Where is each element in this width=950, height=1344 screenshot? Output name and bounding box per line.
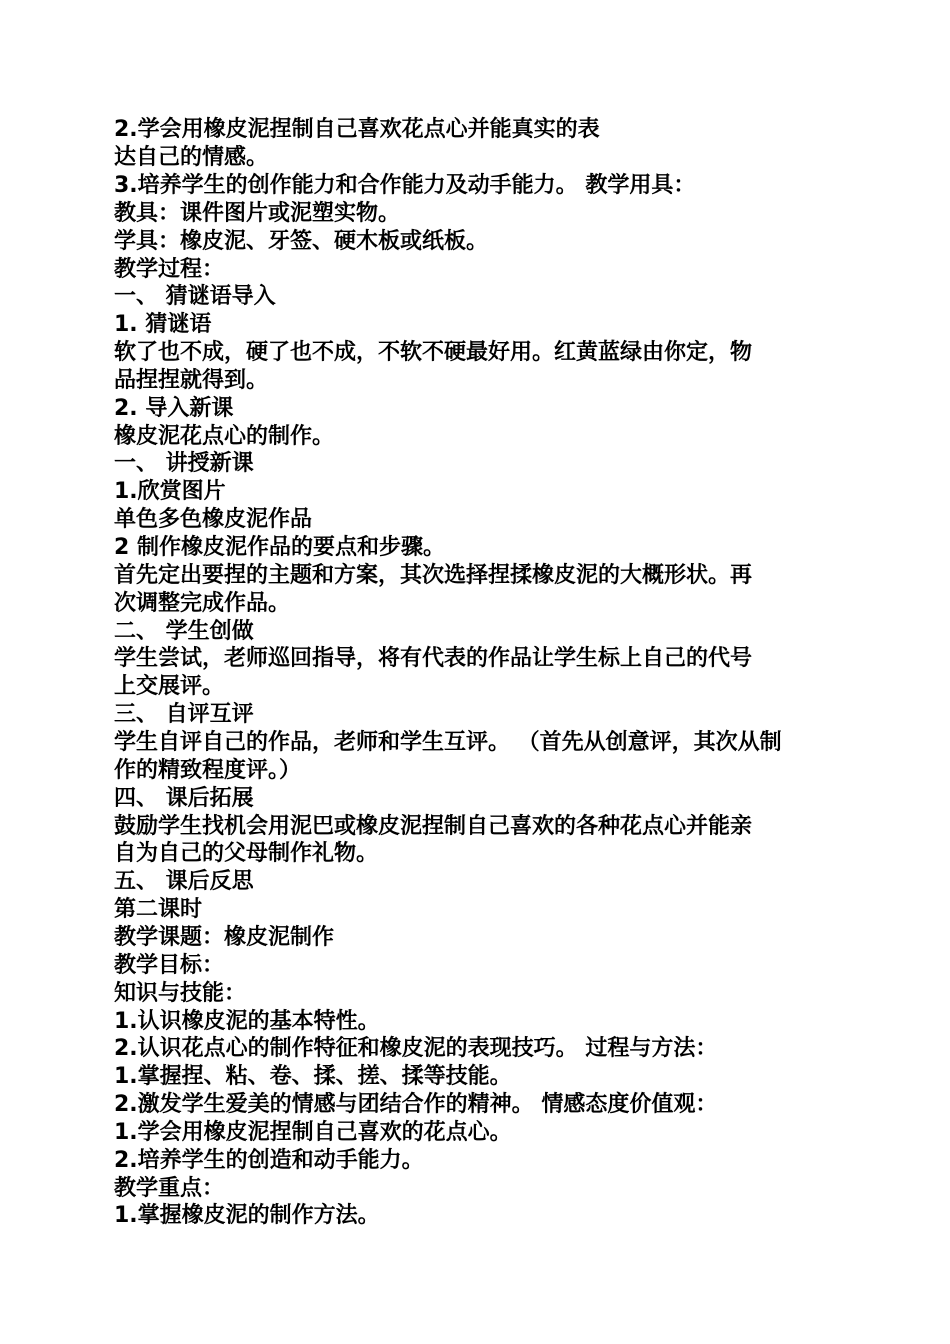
text-line: 学具：橡皮泥、牙签、硬木板或纸板。 (114, 229, 489, 254)
text-line: 教学课题：橡皮泥制作 (114, 925, 335, 950)
section-heading: 三、 自评互评 (114, 702, 254, 727)
section-heading: 一、 讲授新课 (114, 451, 254, 476)
section-heading: 一、 猜谜语导入 (114, 284, 276, 309)
text-line: 2.认识花点心的制作特征和橡皮泥的表现技巧。 过程与方法： (114, 1036, 718, 1061)
text-line: 学生自评自己的作品，老师和学生互评。 （首先从创意评，其次从制 (114, 730, 782, 755)
section-heading: 二、 学生创做 (114, 619, 254, 644)
text-line: 软了也不成，硬了也不成，不软不硬最好用。红黄蓝绿由你定，物 (114, 340, 753, 365)
text-line: 教具：课件图片或泥塑实物。 (114, 201, 401, 226)
lesson-title: 第二课时 (114, 897, 203, 922)
text-line: 单色多色橡皮泥作品 (114, 507, 313, 532)
text-line: 知识与技能： (114, 981, 247, 1006)
section-heading: 四、 课后拓展 (114, 786, 254, 811)
text-line: 教学重点： (114, 1176, 225, 1201)
text-line: 达自己的情感。 (114, 145, 269, 170)
text-line: 2. 导入新课 (114, 396, 234, 421)
text-line: 2.培养学生的创造和动手能力。 (114, 1148, 424, 1173)
text-line: 2.激发学生爱美的情感与团结合作的精神。 情感态度价值观： (114, 1092, 718, 1117)
text-line: 3.培养学生的创作能力和合作能力及动手能力。 教学用具： (114, 173, 696, 198)
text-line: 次调整完成作品。 (114, 591, 291, 616)
text-line: 作的精致程度评。） (114, 758, 302, 783)
section-heading: 五、 课后反思 (114, 869, 254, 894)
text-line: 教学目标： (114, 953, 225, 978)
text-line: 橡皮泥花点心的制作。 (114, 424, 335, 449)
text-line: 自为自己的父母制作礼物。 (114, 841, 379, 866)
text-line: 1.掌握捏、粘、卷、揉、搓、揉等技能。 (114, 1064, 512, 1089)
text-line: 1.掌握橡皮泥的制作方法。 (114, 1203, 380, 1228)
text-line: 品捏捏就得到。 (114, 368, 269, 393)
text-line: 上交展评。 (114, 674, 225, 699)
text-line: 首先定出要捏的主题和方案，其次选择捏揉橡皮泥的大概形状。再 (114, 563, 753, 588)
text-line: 教学过程： (114, 257, 225, 282)
text-line: 1.欣赏图片 (114, 479, 226, 504)
text-line: 2 制作橡皮泥作品的要点和步骤。 (114, 535, 445, 560)
text-line: 1.学会用橡皮泥捏制自己喜欢的花点心。 (114, 1120, 512, 1145)
text-line: 1.认识橡皮泥的基本特性。 (114, 1009, 380, 1034)
text-line: 1. 猜谜语 (114, 312, 212, 337)
text-line: 学生尝试，老师巡回指导，将有代表的作品让学生标上自己的代号 (114, 646, 753, 671)
text-line: 鼓励学生找机会用泥巴或橡皮泥捏制自己喜欢的各种花点心并能亲 (114, 814, 753, 839)
text-line: 2.学会用橡皮泥捏制自己喜欢花点心并能真实的表 (114, 117, 600, 142)
